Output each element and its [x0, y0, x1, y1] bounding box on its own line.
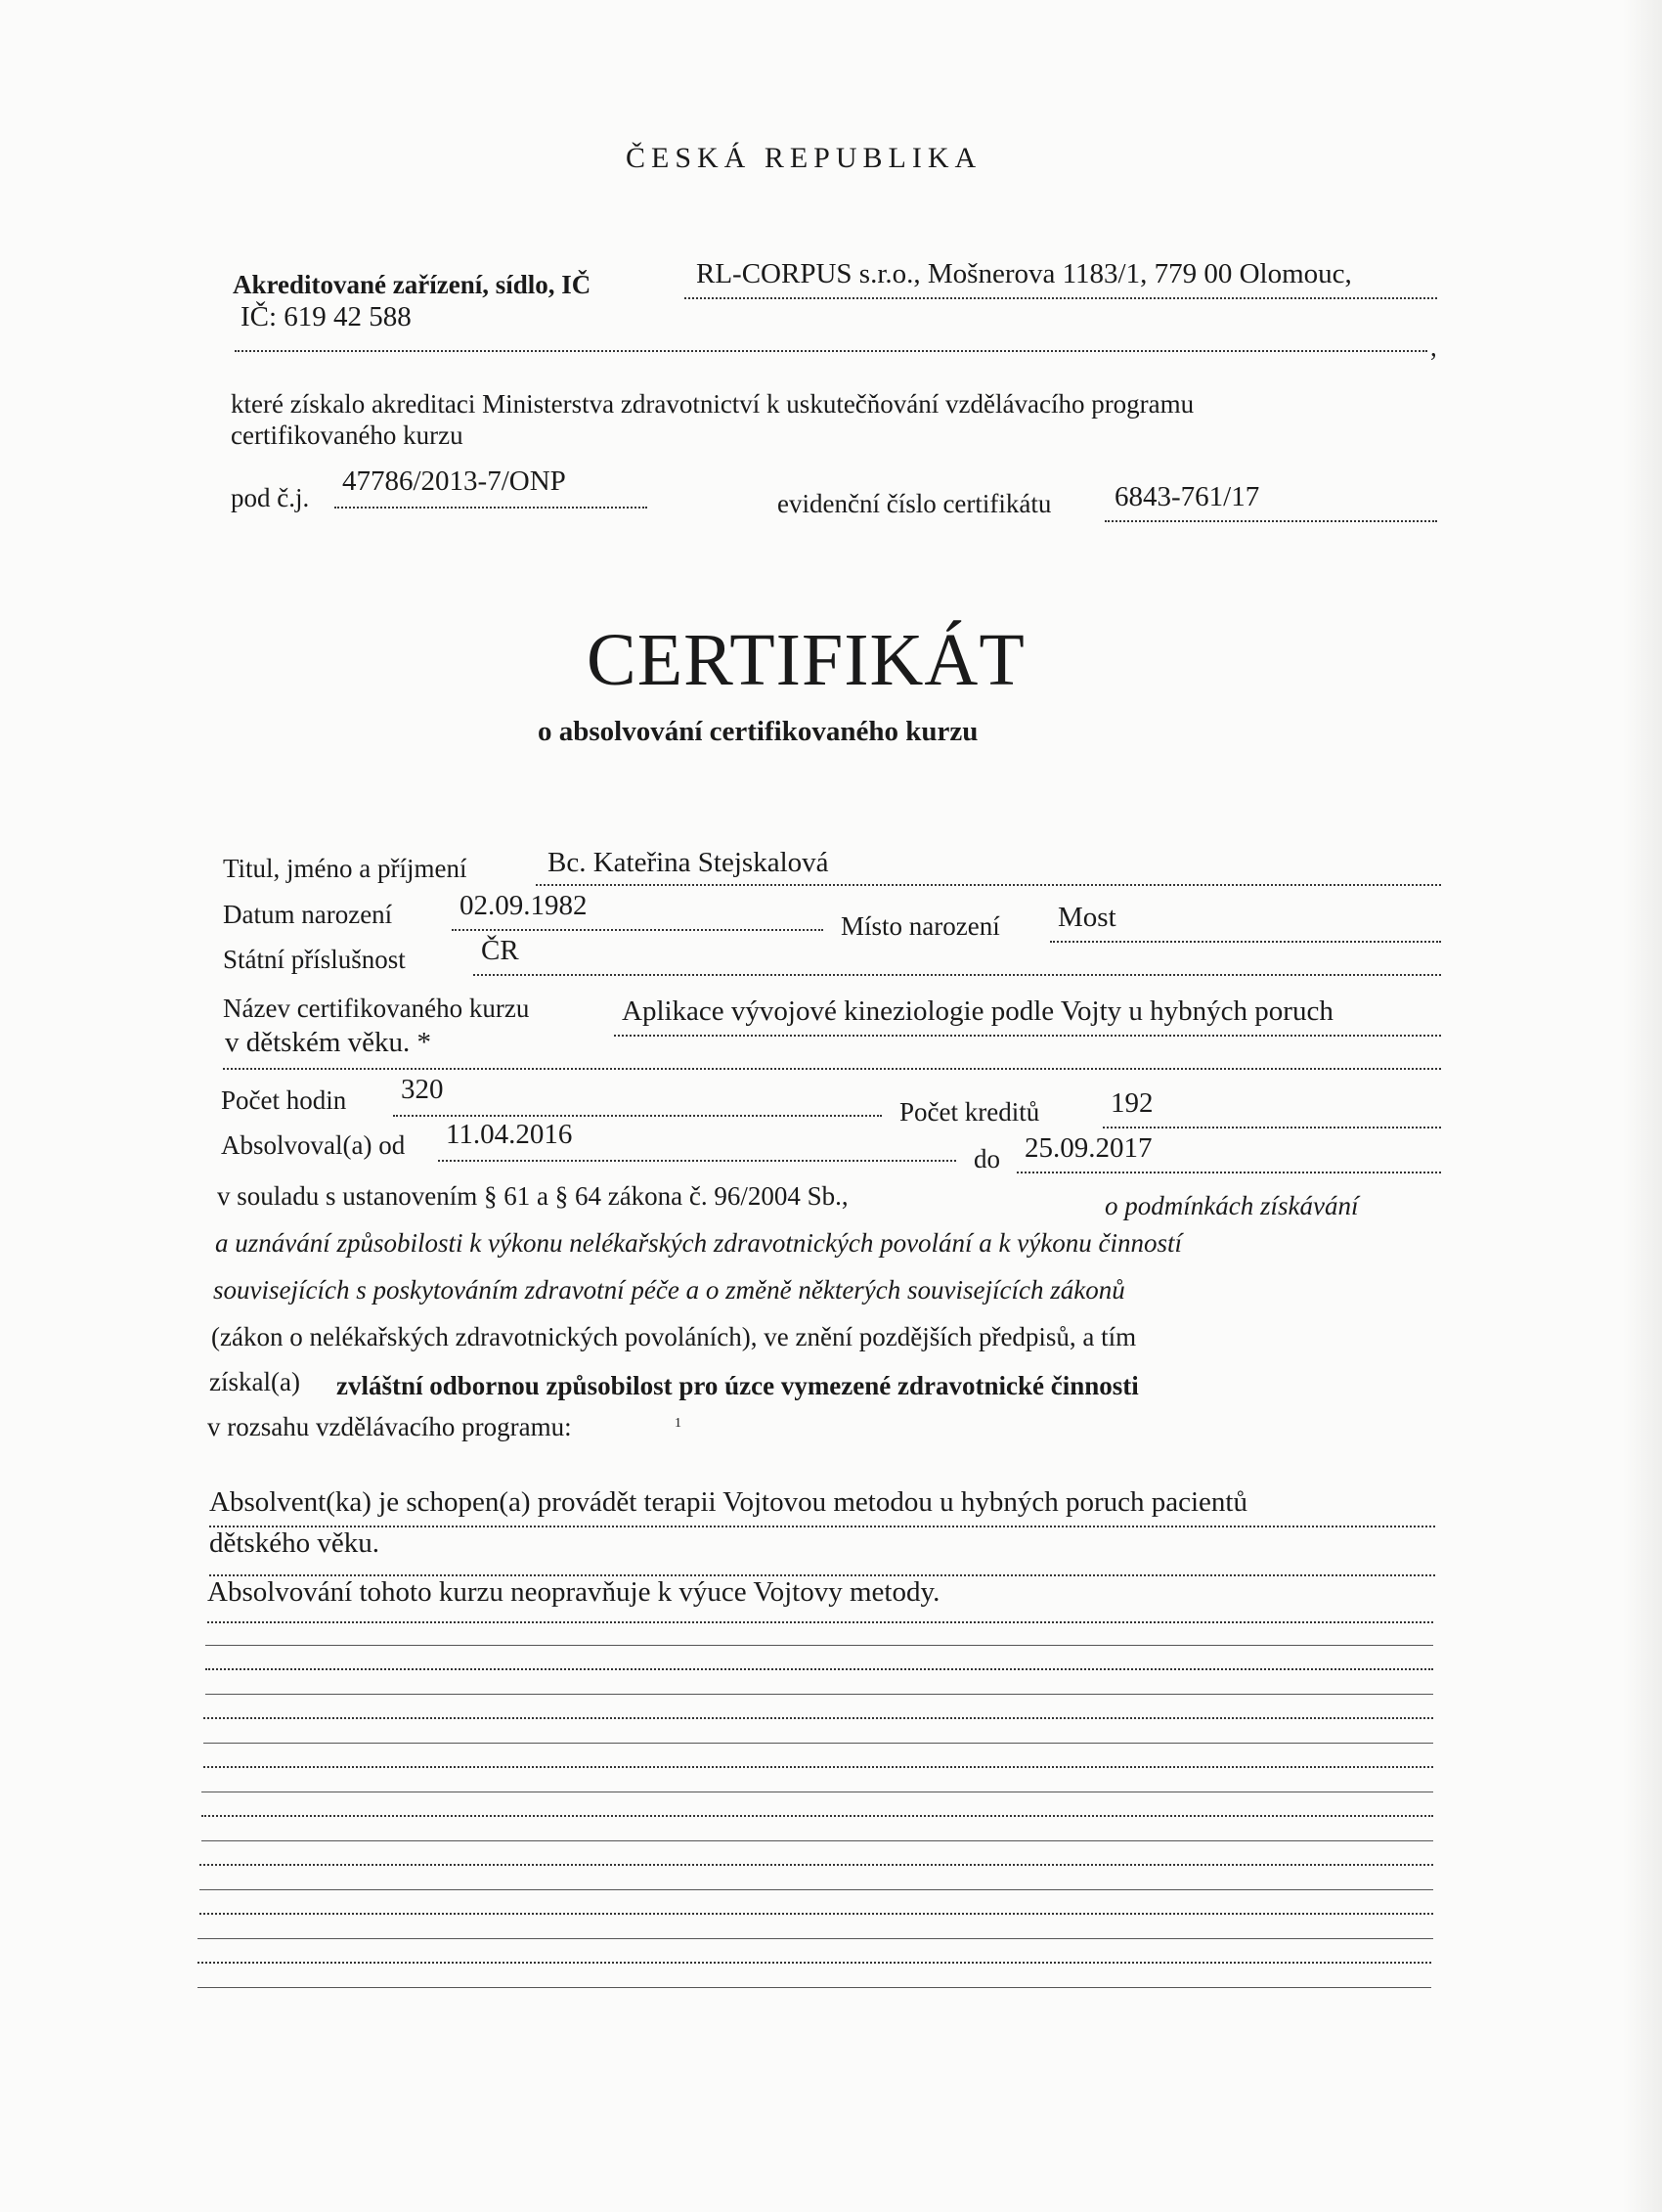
certificate-title: CERTIFIKÁT — [587, 619, 1026, 701]
facility-ic: IČ: 619 42 588 — [241, 301, 412, 332]
citizenship-label: Státní příslušnost — [223, 945, 406, 974]
legal-line-3: souvisejících s poskytováním zdravotní péče a o změně některých souvisejících zákonů — [213, 1275, 1125, 1305]
blank-dotted-line — [197, 1962, 1431, 1964]
course-dotted-line-2 — [223, 1068, 1441, 1070]
program-dotted-line-1 — [209, 1526, 1435, 1527]
citizenship-dotted-line — [473, 974, 1441, 976]
legal-line-5b: zvláštní odbornou způsobilost pro úzce vymezené zdravotnické činnosti — [336, 1371, 1139, 1400]
blank-line — [203, 1743, 1433, 1744]
pob-label: Místo narození — [841, 911, 1000, 941]
course-value-2: v dětském věku. * — [225, 1027, 432, 1058]
legal-line-1b: o podmínkách získávání — [1105, 1191, 1359, 1220]
hours-value: 320 — [401, 1074, 444, 1105]
reference-label: pod č.j. — [231, 483, 310, 512]
program-line-2: dětského věku. — [209, 1527, 379, 1559]
from-dotted-line — [438, 1160, 956, 1162]
from-value: 11.04.2016 — [446, 1119, 573, 1150]
to-value: 25.09.2017 — [1025, 1132, 1153, 1164]
certificate-number-dotted-line — [1105, 520, 1437, 522]
legal-line-1a: v souladu s ustanovením § 61 a § 64 zákona č. 96/2004 Sb., — [217, 1181, 849, 1211]
program-dotted-line-3 — [207, 1621, 1433, 1623]
blank-dotted-line — [199, 1913, 1433, 1915]
name-value: Bc. Kateřina Stejskalová — [547, 847, 829, 878]
certificate-number-label: evidenční číslo certifikátu — [777, 489, 1052, 518]
scan-edge — [1623, 0, 1662, 2212]
facility-comma: , — [1430, 332, 1437, 362]
blank-dotted-line — [199, 1864, 1433, 1866]
from-label: Absolvoval(a) od — [221, 1130, 406, 1160]
blank-line — [205, 1694, 1433, 1695]
accreditation-text-2: certifikovaného kurzu — [231, 420, 463, 450]
blank-line — [201, 1840, 1433, 1841]
to-dotted-line — [1017, 1172, 1441, 1173]
country-heading: ČESKÁ REPUBLIKA — [626, 142, 983, 174]
legal-line-2: a uznávání způsobilosti k výkonu nelékařských zdravotnických povolání a k výkonu činností — [215, 1228, 1182, 1258]
blank-dotted-line — [203, 1717, 1433, 1719]
certificate-subtitle: o absolvování certifikovaného kurzu — [538, 716, 979, 747]
dob-label: Datum narození — [223, 900, 393, 929]
credits-label: Počet kreditů — [899, 1097, 1040, 1127]
facility-label: Akreditované zařízení, sídlo, IČ — [233, 270, 591, 299]
facility-dotted-line — [684, 297, 1437, 299]
blank-line — [197, 1987, 1431, 1988]
blank-line — [197, 1938, 1433, 1939]
legal-line-4: (zákon o nelékařských zdravotnických povoláních), ve znění pozdějších předpisů, a tím — [211, 1322, 1137, 1351]
citizenship-value: ČR — [481, 935, 519, 966]
legal-line-5a: získal(a) — [209, 1367, 300, 1396]
blank-dotted-line — [205, 1668, 1433, 1670]
pob-dotted-line — [1050, 941, 1441, 943]
blank-line — [199, 1889, 1433, 1890]
dob-dotted-line — [452, 929, 823, 931]
accreditation-text-1: které získalo akreditaci Ministerstva zdravotnictví k uskutečňování vzdělávacího programu — [231, 389, 1195, 419]
course-label: Název certifikovaného kurzu — [223, 994, 530, 1023]
footnote-marker: 1 — [675, 1416, 681, 1431]
blank-dotted-line — [201, 1815, 1433, 1817]
to-label: do — [974, 1144, 1000, 1173]
hours-dotted-line — [393, 1115, 882, 1117]
facility-dotted-line-2 — [235, 350, 1427, 352]
program-line-1: Absolvent(ka) je schopen(a) provádět terapii Vojtovou metodou u hybných poruch pacientů — [209, 1486, 1247, 1518]
credits-value: 192 — [1111, 1087, 1154, 1119]
facility-value: RL-CORPUS s.r.o., Mošnerova 1183/1, 779 00 Olomouc, — [696, 258, 1352, 289]
dob-value: 02.09.1982 — [459, 890, 588, 921]
course-value: Aplikace vývojové kineziologie podle Vojty u hybných poruch — [622, 995, 1334, 1027]
pob-value: Most — [1058, 902, 1116, 933]
blank-line — [205, 1645, 1433, 1646]
reference-value: 47786/2013-7/ONP — [342, 465, 566, 497]
blank-dotted-line — [203, 1766, 1433, 1768]
hours-label: Počet hodin — [221, 1085, 347, 1115]
legal-line-6: v rozsahu vzdělávacího programu: — [207, 1412, 572, 1441]
course-dotted-line — [614, 1035, 1441, 1037]
program-line-3: Absolvování tohoto kurzu neopravňuje k výuce Vojtovy metody. — [207, 1576, 940, 1608]
name-label: Titul, jméno a příjmení — [223, 854, 467, 883]
name-dotted-line — [536, 884, 1441, 886]
reference-dotted-line — [334, 507, 647, 509]
certificate-number-value: 6843-761/17 — [1115, 481, 1260, 512]
credits-dotted-line — [1103, 1127, 1441, 1128]
